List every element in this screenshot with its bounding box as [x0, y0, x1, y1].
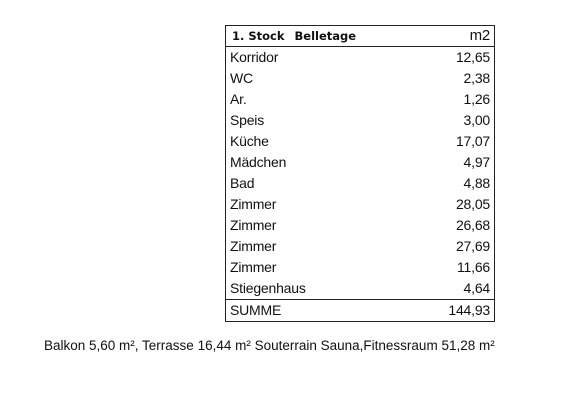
- room-area: 12,65: [455, 49, 490, 65]
- room-name: WC: [230, 70, 253, 86]
- floor-name: Belletage: [294, 29, 357, 43]
- room-area: 3,00: [463, 112, 490, 128]
- room-area: 26,68: [455, 217, 490, 233]
- room-area: 4,97: [463, 154, 490, 170]
- table-row: [226, 257, 495, 278]
- room-name: Zimmer: [230, 259, 277, 275]
- room-name: Speis: [230, 112, 265, 128]
- total-area: 144,93: [421, 300, 494, 322]
- room-area: 27,69: [455, 238, 490, 254]
- table-row: [226, 278, 495, 300]
- unit-header: m2: [421, 26, 494, 47]
- area-table-body: [226, 26, 495, 322]
- table-row: [226, 236, 495, 257]
- table-row: [226, 173, 495, 194]
- room-area: 17,07: [455, 133, 490, 149]
- table-row: [226, 215, 495, 236]
- room-name: Korridor: [230, 49, 279, 65]
- table-row: [226, 110, 495, 131]
- room-area: 1,26: [463, 91, 490, 107]
- table-row: [226, 131, 495, 152]
- room-area: 28,05: [455, 196, 490, 212]
- room-name: Ar.: [230, 91, 247, 107]
- room-name: Zimmer: [230, 217, 277, 233]
- room-name: Bad: [230, 175, 255, 191]
- room-name: Küche: [230, 133, 269, 149]
- table-header-row: [226, 26, 495, 47]
- room-area: 4,88: [463, 175, 490, 191]
- table-row: [226, 68, 495, 89]
- room-name: Zimmer: [230, 196, 277, 212]
- total-row: [226, 300, 495, 322]
- table-row: [226, 152, 495, 173]
- room-name: Zimmer: [230, 238, 277, 254]
- area-table: [225, 25, 495, 322]
- room-area: 2,38: [463, 70, 490, 86]
- room-area: 4,64: [463, 280, 490, 296]
- room-name: Stiegenhaus: [230, 280, 306, 296]
- total-label: SUMME: [226, 300, 422, 322]
- table-row: [226, 47, 495, 69]
- header-floor-cell: [226, 26, 422, 47]
- room-area: 11,66: [457, 259, 490, 275]
- table-row: [226, 89, 495, 110]
- table-row: [226, 194, 495, 215]
- room-name: Mädchen: [230, 154, 287, 170]
- floor-label: 1. Stock: [232, 29, 285, 43]
- footer-note: Balkon 5,60 m², Terrasse 16,44 m² Souterrain Sauna,Fitnessraum 51,28 m²: [44, 338, 495, 353]
